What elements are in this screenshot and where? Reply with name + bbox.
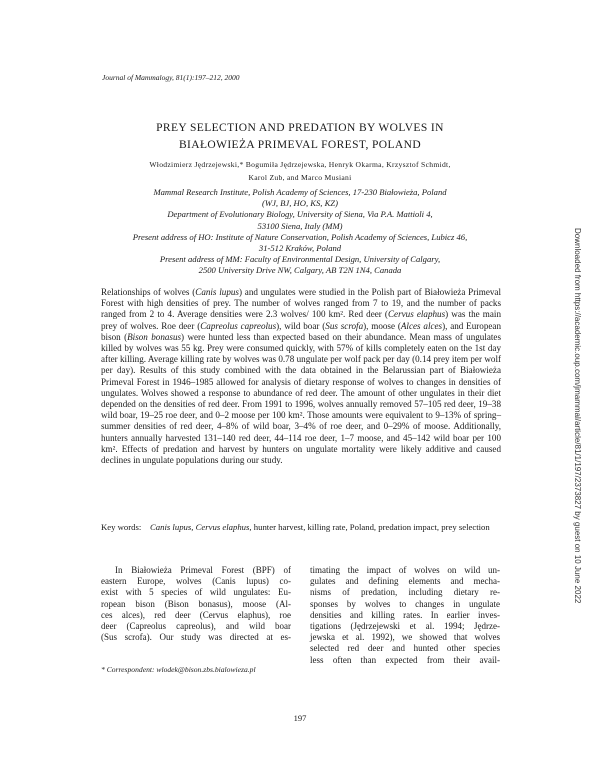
affiliation-line: (WJ, BJ, HO, KS, KZ) <box>262 198 338 209</box>
body-line: exist with 5 species of wild ungulates: Eu- <box>101 587 291 598</box>
affiliation-line: 31-512 Kraków, Poland <box>258 243 342 254</box>
body-line: timating the impact of wolves on wild un- <box>310 565 500 575</box>
title-line-1: PREY SELECTION AND PREDATION BY WOLVES IN <box>156 122 444 134</box>
abstract-text: ) and ungulates were studied in the Polish part of Białowieża Primeval Forest with high densities of prey. The number of wolves ranged from 7 to 19, and the number of packs ranged from 2 to 4. Average densities were 2.3 wolves/ 100 km². Red deer ( <box>101 287 501 320</box>
body-line: ropean bison (Bison bonasus), moose (Al- <box>101 598 291 609</box>
correspondent-footnote: * Correspondent: wlodek@bison.zbs.bialowieza.pl <box>101 665 256 674</box>
body-line: In Białowieża Primeval Forest (BPF) of <box>115 565 291 575</box>
title-line-2: BIAŁOWIEŻA PRIMEVAL FOREST, POLAND <box>178 139 422 151</box>
keywords <box>101 522 501 533</box>
body-line: densities and killing rates. In earlier inves- <box>310 609 500 620</box>
abstract-text: ), and European bison ( <box>101 320 502 342</box>
species-name: Capreolus capreolus <box>200 320 277 331</box>
body-line: ces alces), red deer (Cervus elaphus), roe <box>101 609 291 620</box>
author-list <box>100 159 500 184</box>
abstract-text: ), moose ( <box>363 320 401 331</box>
affiliation-line: Department of Evolutionary Biology, University of Siena, Via P.A. Mattioli 4, <box>167 209 433 220</box>
affiliation-line: Mammal Research Institute, Polish Academy of Sciences, 17-230 Białowieża, Poland <box>153 187 447 197</box>
journal-citation: Journal of Mammalogy, 81(1):197–212, 2000 <box>102 73 240 82</box>
abstract-text: ) were hunted less than expected based on their abundance. Mean mass of ungulates killed by wolves was 55 kg. Prey were consumed quickly, with 57% of kills completely eaten on the 1st day after killing. Average killing rate by wolves was 0.78 ungulate per wolf pack per day (0.14 prey item per wolf per day). Results of this study combined with the data obtained in the Belarussian part of Białowieża Primeval Forest in 1946–1985 allowed for analysis of dietary response of wolves to changes in densities of ungulates. Wolves showed a response to abundance of red deer. The amount of other ungulates in their diet depended on the densities of red deer. From 1991 to 1996, wolves annually removed 57–105 red deer, 19–38 wild boar, 19–25 roe deer, and 0–2 moose per 100 km². Those amounts were equivalent to 9–13% of spring–summer densities of red deer, 4–8% of wild boar, 3–4% of roe deer, and 0–29% of moose. Additionally, hunters annually harvested 131–140 red deer, 44–114 roe deer, 1–7 moose, and 45–142 wild boar per 100 km². Effects of predation and harvest by hunters on ungulate mortality were likely additive and caused declines in ungulate populations during our study. <box>101 331 502 466</box>
body-line: less often than expected from their avail- <box>310 654 500 665</box>
abstract-text: ), wild boar ( <box>276 320 326 331</box>
abstract-text: ) was the main prey of wolves. Roe deer ( <box>101 309 501 331</box>
keywords-list: , hunter harvest, killing rate, Poland, predation impact, prey selection <box>249 522 490 532</box>
authors-line-2: Karol Zub, and Marco Musiani <box>248 172 352 182</box>
body-column-right <box>310 565 500 666</box>
species-name: Sus scrofa <box>325 320 364 331</box>
affiliation-line: 2500 University Drive NW, Calgary, AB T2N 1N4, Canada <box>198 265 402 276</box>
page-number: 197 <box>293 713 307 723</box>
body-line: jewska et al. 1992), we showed that wolves <box>310 632 500 643</box>
species-name: Alces alces <box>400 320 443 331</box>
body-column-left <box>101 565 291 643</box>
affiliations <box>100 187 500 277</box>
body-line: selected red deer and hunted other species <box>310 643 500 654</box>
species-name: Cervus elaphus <box>387 309 446 320</box>
body-line: gulates and defining elements and mecha- <box>310 576 500 587</box>
affiliation-line: Present address of HO: Institute of Nature Conservation, Polish Academy of Sciences, Lubicz 46, <box>132 231 468 242</box>
keywords-species: Canis lupus, Cervus elaphus <box>149 522 250 532</box>
body-line: deer (Capreolus capreolus), and wild boar <box>101 621 291 632</box>
abstract <box>101 287 501 466</box>
abstract-text: Relationships of wolves ( <box>101 287 196 297</box>
keywords-label: Key words: <box>101 522 142 532</box>
body-line: nisms of predation, including dietary re- <box>310 587 500 598</box>
body-line: tigations (Jędrzejewski et al. 1994; Jędrze- <box>310 621 500 632</box>
paper-title <box>100 120 500 154</box>
authors-line-1: Włodzimierz Jędrzejewski,* Bogumiła Jędrzejewska, Henryk Okarma, Krzysztof Schmidt, <box>149 160 451 169</box>
affiliation-line: Present address of MM: Faculty of Environmental Design, University of Calgary, <box>159 254 441 265</box>
body-line: eastern Europe, wolves (Canis lupus) co- <box>101 576 291 587</box>
species-name: Canis lupus <box>195 287 239 297</box>
affiliation-line: 53100 Siena, Italy (MM) <box>257 220 343 231</box>
download-watermark: Downloaded from https://academic.oup.com/jmammal/article/81/1/197/2373827 by guest on 10 June 2022 <box>573 228 582 604</box>
species-name: Bison bonasus <box>127 331 182 342</box>
body-line: sponses by wolves to changes in ungulate <box>310 598 500 609</box>
body-line: (Sus scrofa). Our study was directed at es- <box>101 632 291 643</box>
